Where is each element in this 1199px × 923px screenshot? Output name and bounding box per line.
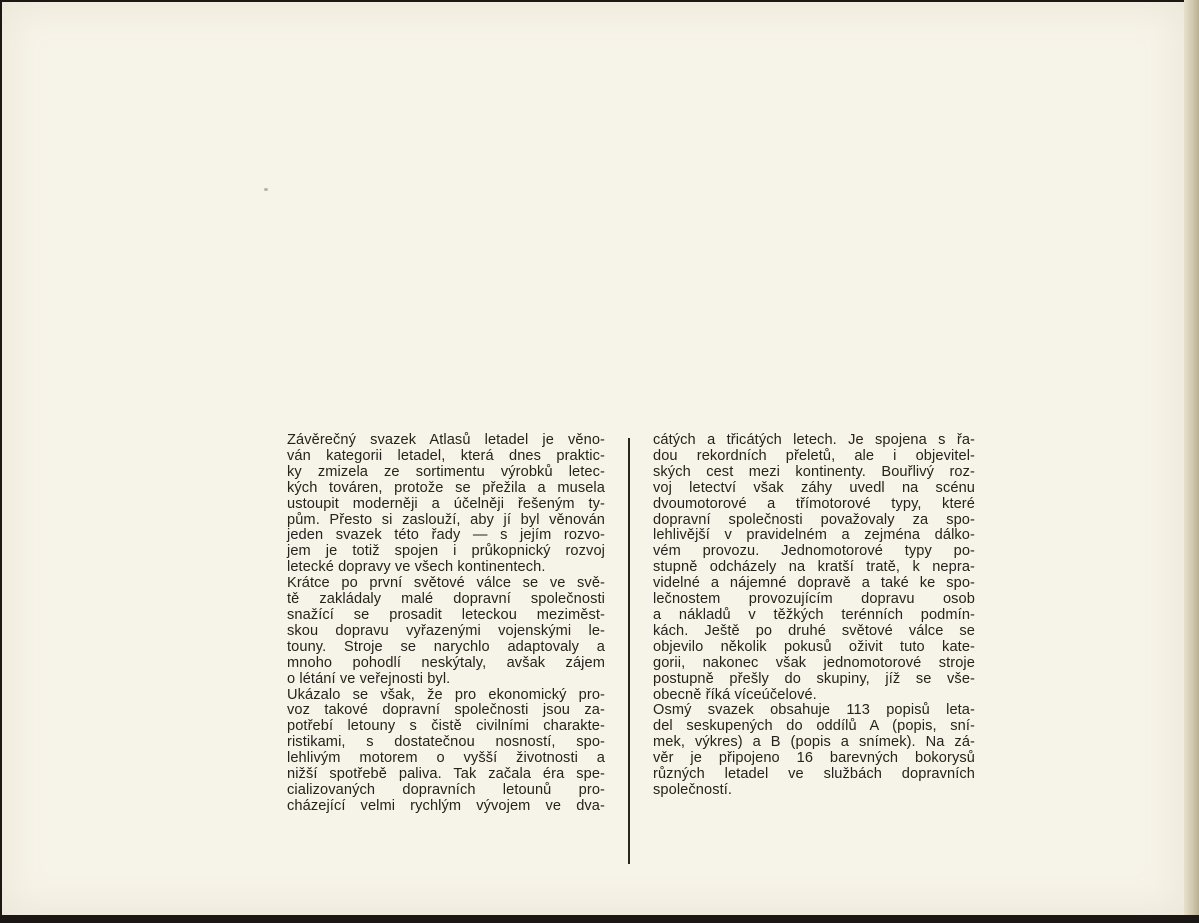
text-line: objevilo několik pokusů oživit tuto kate- <box>653 638 975 655</box>
text-line: lehlivým motorem o vyšší životnosti a <box>287 750 605 767</box>
book-page-edge <box>1184 0 1199 923</box>
text-line: ristikami, s dostatečnou nosností, spo- <box>287 734 605 751</box>
text-line: ván kategorii letadel, která dnes praktic- <box>287 447 605 464</box>
text-line: postupně přešly do skupiny, jíž se vše- <box>653 670 975 687</box>
text-line: cházející velmi rychlým vývojem ve dva- <box>287 797 605 814</box>
text-line: gorii, nakonec však jednomotorové stroje <box>653 654 975 671</box>
text-line: mek, výkres) a B (popis a snímek). Na zá- <box>653 734 975 751</box>
text-line: ustoupit moderněji a účelněji řešeným ty- <box>287 495 605 512</box>
paper-speck <box>264 188 268 191</box>
text-line: nižší spotřebě paliva. Tak začala éra spe- <box>287 766 605 783</box>
text-line: lečnostem provozujícím dopravu osob <box>653 591 975 608</box>
text-line: stupně odcházely na kratší tratě, k nepra- <box>653 559 975 576</box>
text-line: Krátce po první světové válce se ve svě- <box>287 575 605 592</box>
text-column-left <box>287 433 605 815</box>
text-line: o létání ve veřejnosti byl. <box>287 670 451 687</box>
text-line: dou rekordních přeletů, ale i objevitel- <box>653 447 975 464</box>
scan-border <box>0 915 1199 923</box>
text-line: del seskupených do oddílů A (popis, sní- <box>653 718 975 735</box>
text-line: společností. <box>653 781 733 798</box>
text-line: letecké dopravy ve všech kontinentech. <box>287 559 546 576</box>
text-line: lehlivější v pravidelném a zejména dálko- <box>653 527 975 544</box>
text-line: Závěrečný svazek Atlasů letadel je věno- <box>287 432 605 448</box>
text-line: cátých a třicátých letech. Je spojena s řa- <box>653 432 975 448</box>
text-line: obecně říká víceúčelové. <box>653 686 817 703</box>
book-page <box>2 2 1184 915</box>
text-column-right <box>653 433 975 799</box>
text-line: pům. Přesto si zaslouží, aby jí byl věnován <box>287 511 605 528</box>
text-line: věr je připojeno 16 barevných bokorysů <box>653 750 975 767</box>
text-line: voz takové dopravní společnosti jsou za- <box>287 702 605 719</box>
text-line: videlné a nájemné dopravě a také ke spo- <box>653 575 975 592</box>
text-line: různých letadel ve službách dopravních <box>653 766 975 783</box>
text-line: jem je totiž spojen i průkopnický rozvoj <box>287 543 605 560</box>
text-line: Osmý svazek obsahuje 113 popisů leta- <box>653 702 975 719</box>
text-line: dvoumotorové a třímotorové typy, které <box>653 495 975 512</box>
text-line: kých továren, protože se přežila a musela <box>287 479 605 496</box>
text-line: touny. Stroje se narychlo adaptovaly a <box>287 638 605 655</box>
text-line: cializovaných dopravních letounů pro- <box>287 781 605 798</box>
text-line: ky zmizela ze sortimentu výrobků letec- <box>287 463 605 480</box>
text-line: dopravní společnosti považovaly za spo- <box>653 511 975 528</box>
text-line: voj letectví však záhy uvedl na scénu <box>653 479 975 496</box>
text-line: skou dopravu vyřazenými vojenskými le- <box>287 622 605 639</box>
text-line: potřebí letouny s čistě civilními charakte- <box>287 718 605 735</box>
text-line: vém provozu. Jednomotorové typy po- <box>653 543 975 560</box>
text-line: a nákladů v těžkých terénních podmín- <box>653 606 975 623</box>
column-divider <box>628 438 630 864</box>
text-line: kách. Ještě po druhé světové válce se <box>653 622 975 639</box>
text-line: Ukázalo se však, že pro ekonomický pro- <box>287 686 605 703</box>
text-line: snažící se prosadit leteckou meziměst- <box>287 606 605 623</box>
text-line: mnoho pohodlí neskýtaly, avšak zájem <box>287 654 605 671</box>
text-line: jeden svazek této řady — s jejím rozvo- <box>287 527 605 544</box>
text-line: ských cest mezi kontinenty. Bouřlivý roz- <box>653 463 975 480</box>
text-line: tě zakládaly malé dopravní společnosti <box>287 591 605 608</box>
